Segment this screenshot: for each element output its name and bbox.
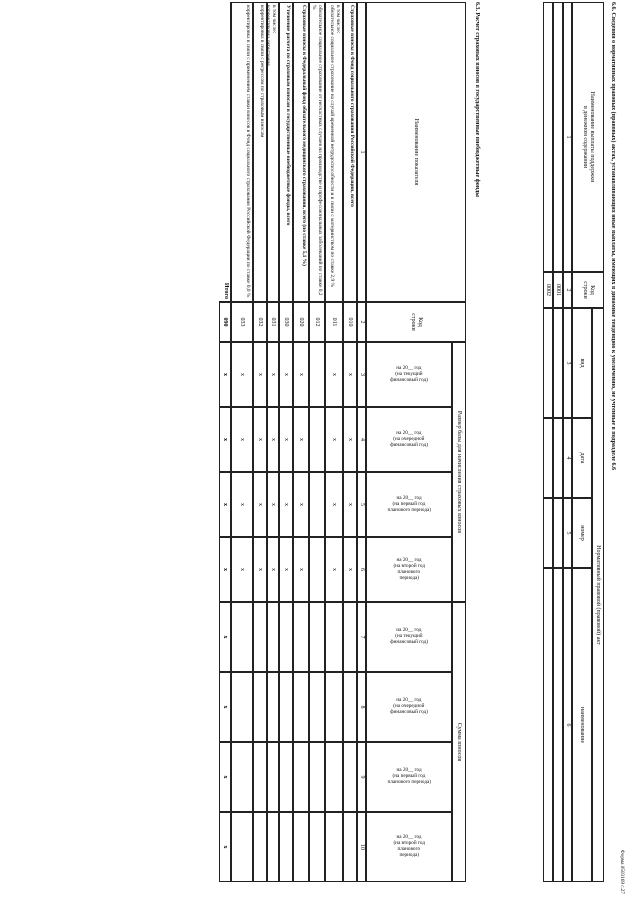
table-63-total-value: x bbox=[219, 537, 231, 602]
table-63-header-name: Наименование показателя bbox=[366, 2, 466, 302]
table-63-row-value[interactable] bbox=[293, 672, 309, 742]
table-63-row-value: x bbox=[279, 407, 293, 472]
table-63-row-value: x bbox=[231, 537, 253, 602]
table-66-num-2: 2 bbox=[563, 272, 572, 308]
table-63-row-value: x bbox=[343, 537, 357, 602]
table-63-row-name: Уточнение расчета по страховым взносам в государственные внебюджетные фонды, всего bbox=[279, 2, 293, 302]
table-63-row-value: x bbox=[343, 407, 357, 472]
table-66-row-naim[interactable] bbox=[553, 568, 563, 882]
table-63-row-name: в том числе: корректировка округления bbox=[267, 2, 279, 302]
table-63-row-value: x bbox=[325, 342, 343, 407]
table-66-header-act: Нормативный правовой (правовой) акт bbox=[592, 308, 604, 882]
table-63-row-value[interactable] bbox=[231, 742, 253, 812]
table-66-row-name bbox=[553, 2, 563, 272]
table-63-row-value[interactable] bbox=[343, 742, 357, 812]
table-66-row-date[interactable] bbox=[543, 418, 553, 498]
table-63-row-value: x bbox=[343, 472, 357, 537]
table-63-num-8: 8 bbox=[357, 672, 366, 742]
table-63-sub-base-plan1: на 20__ год (на первый год планового периода) bbox=[366, 472, 452, 537]
table-66-num-5: 5 bbox=[563, 498, 572, 568]
table-63-row-value: x bbox=[293, 537, 309, 602]
table-63-row-value[interactable] bbox=[309, 812, 325, 882]
table-63-row-value: x bbox=[231, 407, 253, 472]
table-63-sub-base-plan2: на 20__ год (на второй год планового периода) bbox=[366, 537, 452, 602]
table-66-row-number[interactable] bbox=[553, 498, 563, 568]
table-63-row-value[interactable] bbox=[309, 602, 325, 672]
table-63-num-4: 4 bbox=[357, 407, 366, 472]
table-63-row-value[interactable] bbox=[309, 537, 325, 602]
table-63-row-name: Страховые взносы в Федеральный фонд обязательного медицинского страхования, всего (по ставке 5,1 %) bbox=[293, 2, 309, 302]
table-63-row-value: x bbox=[253, 472, 267, 537]
table-63-row-value: x bbox=[343, 342, 357, 407]
table-63-total-code: 090 bbox=[219, 302, 231, 342]
table-66-row-code: 0002 bbox=[543, 272, 553, 308]
table-66-row-name bbox=[543, 2, 553, 272]
table-63-row-value[interactable] bbox=[279, 672, 293, 742]
table-63-row-value[interactable] bbox=[279, 602, 293, 672]
table-63-row-value[interactable] bbox=[253, 672, 267, 742]
table-63-row-name: Страховые взносы в Фонд социального страхования Российской Федерации, всего bbox=[343, 2, 357, 302]
table-63-row-value[interactable] bbox=[325, 812, 343, 882]
table-63-header-sum: Сумма взносов bbox=[452, 602, 466, 882]
table-63-row-value: x bbox=[267, 342, 279, 407]
table-63-row-value: x bbox=[267, 407, 279, 472]
table-66-row-code: 0001 bbox=[553, 272, 563, 308]
section-66-title: 6.6. Сведения о нормативных правовых (правовых) актах, устанавливающих иные выплаты, имеющих в динамике тенденцию к увеличению, не учтенные в подразделе 6.6 bbox=[610, 2, 616, 470]
table-66-num-6: 6 bbox=[563, 568, 572, 882]
table-66-header-date: дата bbox=[572, 418, 592, 498]
table-63-sub-sum-next: на 20__ год (на очередной финансовый год) bbox=[366, 672, 452, 742]
table-63-sub-base-current: на 20__ год (на текущий финансовый год) bbox=[366, 342, 452, 407]
table-66-row-number[interactable] bbox=[543, 498, 553, 568]
table-63-row-value[interactable] bbox=[231, 672, 253, 742]
table-63-total-value: x bbox=[219, 602, 231, 672]
table-63-row-name: обязательное социальное страхование от несчастных случаев на производстве и профессиональных заболеваний по ставке 0,2 % bbox=[309, 2, 325, 302]
table-63-row-code: 031 bbox=[267, 302, 279, 342]
table-63-num-1: 1 bbox=[357, 2, 366, 302]
table-66-num-1: 1 bbox=[563, 2, 572, 272]
table-63-row-value[interactable] bbox=[325, 672, 343, 742]
table-63-num-9: 9 bbox=[357, 742, 366, 812]
table-63-sub-sum-plan2: на 20__ год (на второй год планового периода) bbox=[366, 812, 452, 882]
table-66-header-code: Код строки bbox=[572, 272, 604, 308]
table-63-row-value: x bbox=[253, 407, 267, 472]
table-63-row-code: 033 bbox=[231, 302, 253, 342]
table-66-row-naim[interactable] bbox=[543, 568, 553, 882]
table-63-row-code: 011 bbox=[325, 302, 343, 342]
table-63-row-value[interactable] bbox=[293, 602, 309, 672]
table-63-total-value: x bbox=[219, 407, 231, 472]
table-63-row-value[interactable] bbox=[231, 602, 253, 672]
table-63-row-value: x bbox=[231, 342, 253, 407]
table-63-num-5: 5 bbox=[357, 472, 366, 537]
table-63-num-6: 6 bbox=[357, 537, 366, 602]
table-63-row-value: x bbox=[293, 342, 309, 407]
table-63-row-value[interactable] bbox=[309, 472, 325, 537]
table-63-row-value: x bbox=[325, 407, 343, 472]
table-63-sub-sum-plan1: на 20__ год (на первый год планового периода) bbox=[366, 742, 452, 812]
table-63-row-name: корректировка в связи с регрессом по страховым взносам bbox=[253, 2, 267, 302]
table-63-row-value: x bbox=[231, 472, 253, 537]
table-66-num-3: 3 bbox=[563, 308, 572, 418]
table-63-row-value[interactable] bbox=[279, 742, 293, 812]
table-63-total-value: x bbox=[219, 342, 231, 407]
table-66-header-naim: наименование bbox=[572, 568, 592, 882]
section-63-title: 6.3. Расчет страховых взносов в государственные внебюджетные фонды bbox=[474, 2, 480, 197]
table-63-row-value[interactable] bbox=[343, 812, 357, 882]
table-63-total-value: x bbox=[219, 472, 231, 537]
table-66-num-4: 4 bbox=[563, 418, 572, 498]
table-66-row-date[interactable] bbox=[553, 418, 563, 498]
table-66-header-number: номер bbox=[572, 498, 592, 568]
table-63-num-3: 3 bbox=[357, 342, 366, 407]
table-63-total-value: x bbox=[219, 742, 231, 812]
table-66-header-vid: вид bbox=[572, 308, 592, 418]
table-63-row-value[interactable] bbox=[309, 342, 325, 407]
table-63-row-code: 010 bbox=[343, 302, 357, 342]
table-63-row-name: корректировка в связи с применением ставки взносов в Фонд социального страхования Российской Федерации по ставке 0,0 % bbox=[231, 2, 253, 302]
table-63-header-base: Размер базы для начисления страховых взносов bbox=[452, 342, 466, 602]
table-63-sub-sum-current: на 20__ год (на текущий финансовый год) bbox=[366, 602, 452, 672]
table-63-row-value[interactable] bbox=[325, 742, 343, 812]
table-63-row-value[interactable] bbox=[325, 602, 343, 672]
table-66-header-name: Наименование выплаты поддержки в денежном содержании bbox=[572, 2, 604, 272]
table-63-row-value[interactable] bbox=[309, 742, 325, 812]
table-63-num-10: 10 bbox=[357, 812, 366, 882]
table-63-row-value: x bbox=[325, 537, 343, 602]
table-63-row-value[interactable] bbox=[343, 602, 357, 672]
table-63-header-code: Код строки bbox=[366, 302, 466, 342]
table-63-row-code: 032 bbox=[253, 302, 267, 342]
table-66-row-vid[interactable] bbox=[553, 308, 563, 418]
table-63-row-value[interactable] bbox=[231, 812, 253, 882]
table-63-num-7: 7 bbox=[357, 602, 366, 672]
table-63-row-value[interactable] bbox=[253, 812, 267, 882]
table-63-row-value[interactable] bbox=[267, 672, 279, 742]
table-63-row-value[interactable] bbox=[293, 812, 309, 882]
table-63-row-code: 012 bbox=[309, 302, 325, 342]
table-63-row-value: x bbox=[267, 472, 279, 537]
table-63-row-value: x bbox=[293, 472, 309, 537]
table-63-sub-base-next: на 20__ год (на очередной финансовый год) bbox=[366, 407, 452, 472]
table-63-row-value: x bbox=[325, 472, 343, 537]
table-63-row-value[interactable] bbox=[309, 672, 325, 742]
table-66-row-vid[interactable] bbox=[543, 308, 553, 418]
table-63-total-value: x bbox=[219, 812, 231, 882]
table-63-row-value: x bbox=[279, 342, 293, 407]
table-63-row-value[interactable] bbox=[343, 672, 357, 742]
table-63-row-value[interactable] bbox=[293, 742, 309, 812]
table-63-total-value: x bbox=[219, 672, 231, 742]
form-label: Форма 0503169 с.27 bbox=[619, 849, 625, 894]
table-63-row-code: 030 bbox=[279, 302, 293, 342]
table-63-row-value: x bbox=[253, 342, 267, 407]
table-63-row-name: в том числе: обязательное социальное страхование на случай временной нетрудоспособности и в связи с материнством по ставке 2,9 % bbox=[325, 2, 343, 302]
table-63-row-value[interactable] bbox=[267, 812, 279, 882]
table-63-row-code: 020 bbox=[293, 302, 309, 342]
table-63-row-value[interactable] bbox=[253, 602, 267, 672]
table-63-row-value[interactable] bbox=[279, 812, 293, 882]
table-63-row-value: x bbox=[279, 472, 293, 537]
table-63-row-value: x bbox=[253, 537, 267, 602]
table-63-num-2: 2 bbox=[357, 302, 366, 342]
table-63-row-value: x bbox=[293, 407, 309, 472]
document-sheet bbox=[10, 2, 630, 902]
table-63-row-value: x bbox=[279, 537, 293, 602]
table-63-total-label: Итого bbox=[219, 2, 231, 302]
table-63-row-value: x bbox=[267, 537, 279, 602]
table-63-row-value[interactable] bbox=[267, 742, 279, 812]
table-63-row-value[interactable] bbox=[267, 602, 279, 672]
table-63-row-value[interactable] bbox=[253, 742, 267, 812]
table-63-row-value[interactable] bbox=[309, 407, 325, 472]
